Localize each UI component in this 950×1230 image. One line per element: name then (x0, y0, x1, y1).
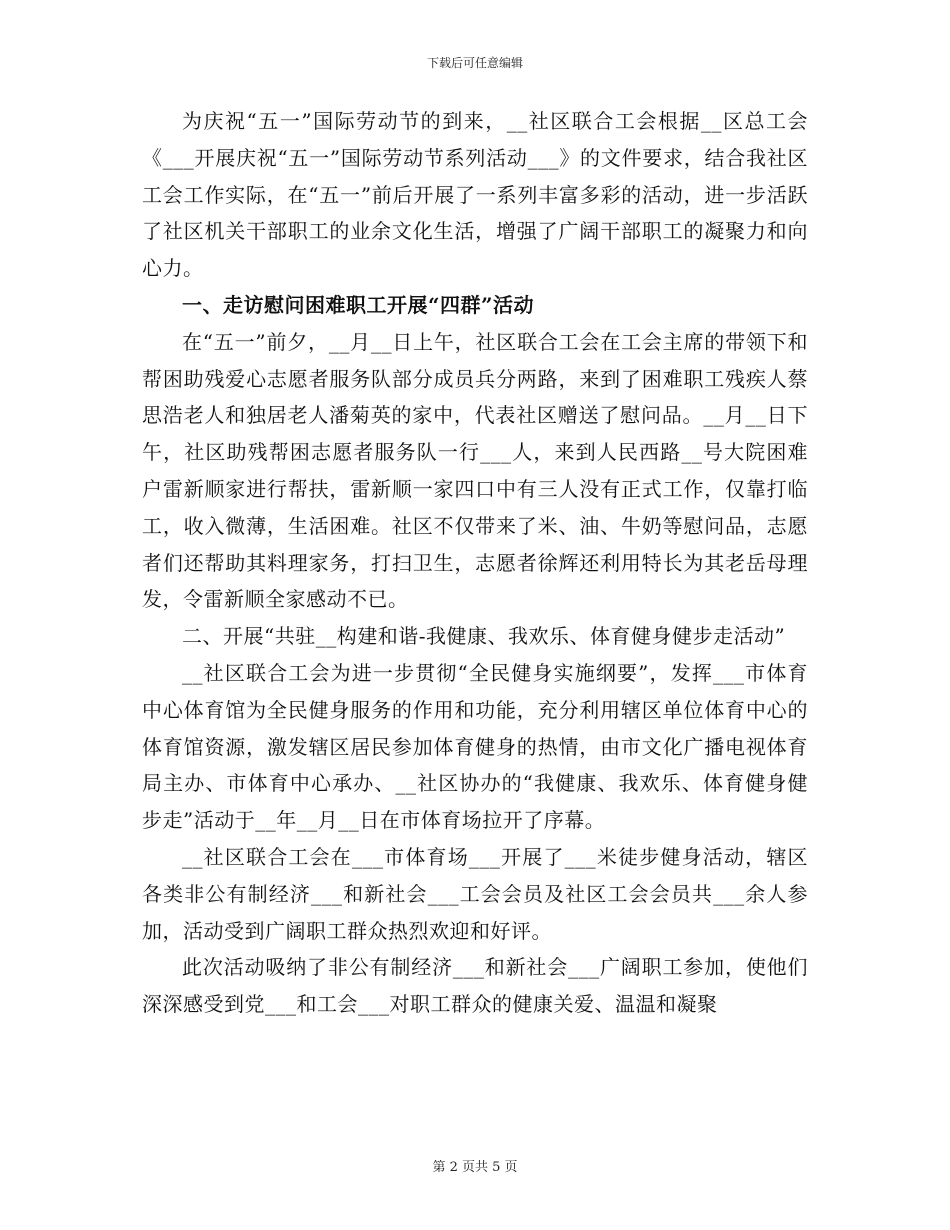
paragraph-section-2b: __社区联合工会在___市体育场___开展了___米徒步健身活动，辖区各类非公有制经济___和新社会___工会会员及社区工会会员共___余人参加，活动受到广阔职工群众热烈欢迎和好评。 (142, 844, 808, 943)
paragraph-intro: 为庆祝“五一”国际劳动节的到来，__社区联合工会根据__区总工会《___开展庆祝“五一”国际劳动节系列活动___》的文件要求，结合我社区工会工作实际，在“五一”前后开展了一系列丰富多彩的活动，进一步活跃了社区机关干部职工的业余文化生活，增强了广阔干部职工的凝聚力和向心力。 (142, 109, 808, 281)
page-footer: 第 2 页共 5 页 (432, 1160, 518, 1175)
page-header: 下载后可任意编辑 (426, 56, 523, 70)
document-body (142, 103, 808, 1023)
section-heading-1: 一、走访慰问困难职工开展“四群”活动 (182, 292, 535, 317)
paragraph-section-1: 在“五一”前夕，__月__日上午，社区联合工会在工会主席的带领下和帮困助残爱心志愿者服务队部分成员兵分两路，来到了困难职工残疾人蔡思浩老人和独居老人潘菊英的家中，代表社区赠送了慰问品。__月__日下午，社区助残帮困志愿者服务队一行___人，来到人民西路__号大院困难户雷新顺家进行帮扶，雷新顺一家四口中有三人没有正式工作，仅靠打临工，收入微薄，生活困难。社区不仅带来了米、油、牛奶等慰问品，志愿者们还帮助其料理家务，打扫卫生，志愿者徐辉还利用特长为其老岳母理发，令雷新顺全家感动不已。 (142, 329, 808, 612)
paragraph-section-2c: 此次活动吸纳了非公有制经济___和新社会___广阔职工参加，使他们深深感受到党___和工会___对职工群众的健康关爱、温温和凝聚 (142, 955, 808, 1017)
paragraph-section-2a: __社区联合工会为进一步贯彻“全民健身实施纲要”，发挥___市体育中心体育馆为全民健身服务的作用和功能，充分利用辖区单位体育中心的体育馆资源，激发辖区居民参加体育健身的热情，由市文化广播电视体育局主办、市体育中心承办、__社区协办的“我健康、我欢乐、体育健身健步走”活动于__年__月__日在市体育场拉开了序幕。 (142, 660, 808, 833)
section-heading-2: 二、开展“共驻__构建和谐-我健康、我欢乐、体育健身健步走活动” (182, 624, 786, 649)
